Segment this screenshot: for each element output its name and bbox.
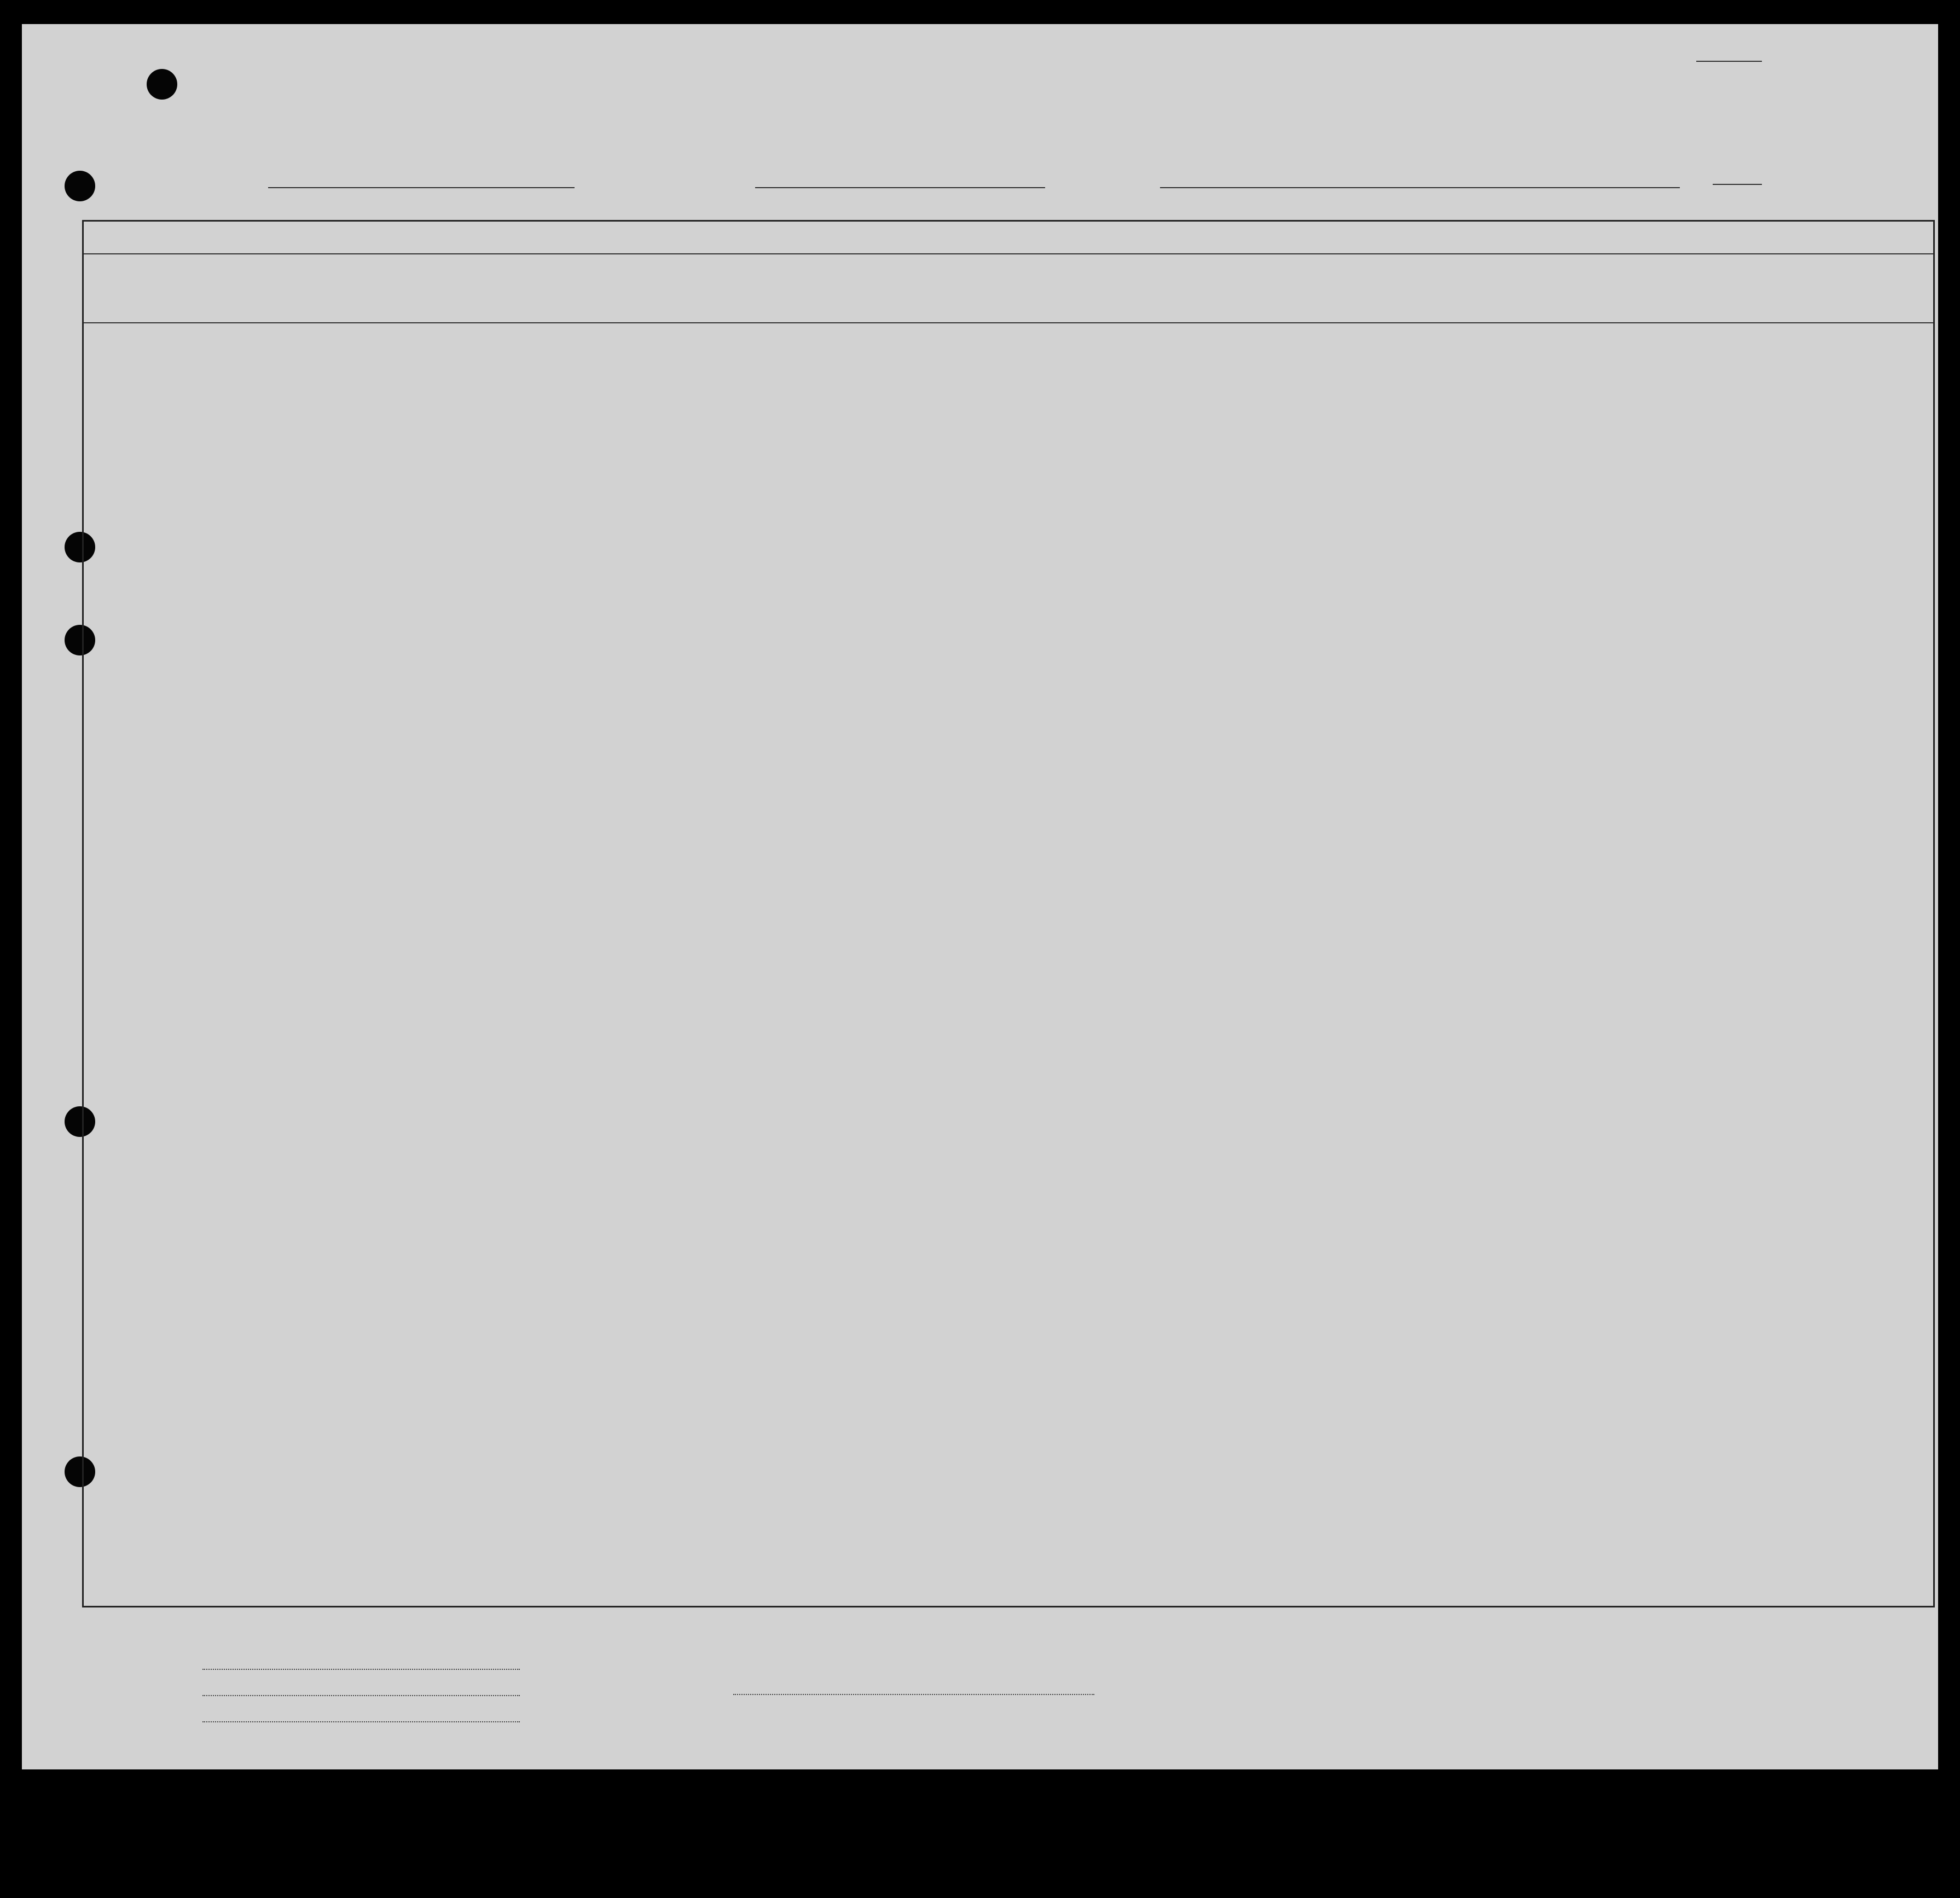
- sheet-number: [1696, 61, 1762, 62]
- vessel-name: [268, 187, 575, 188]
- sheet-number-field: [1696, 50, 1762, 66]
- arrival-port: [1160, 187, 1505, 188]
- manifest-sheet: [22, 24, 1938, 1769]
- punch-hole: [65, 171, 95, 201]
- arrival-month: [1466, 187, 1680, 188]
- departure-port: [755, 187, 1045, 188]
- header-divider: [84, 322, 1933, 323]
- agents-value: [202, 1721, 520, 1722]
- arrival-year: [1713, 184, 1762, 185]
- inspector-signature-line: [733, 1693, 1094, 1695]
- line-value: [202, 1669, 520, 1670]
- punch-hole: [147, 69, 177, 100]
- owners-value: [202, 1695, 520, 1696]
- header-divider: [84, 253, 1933, 254]
- crew-table: [82, 220, 1935, 1607]
